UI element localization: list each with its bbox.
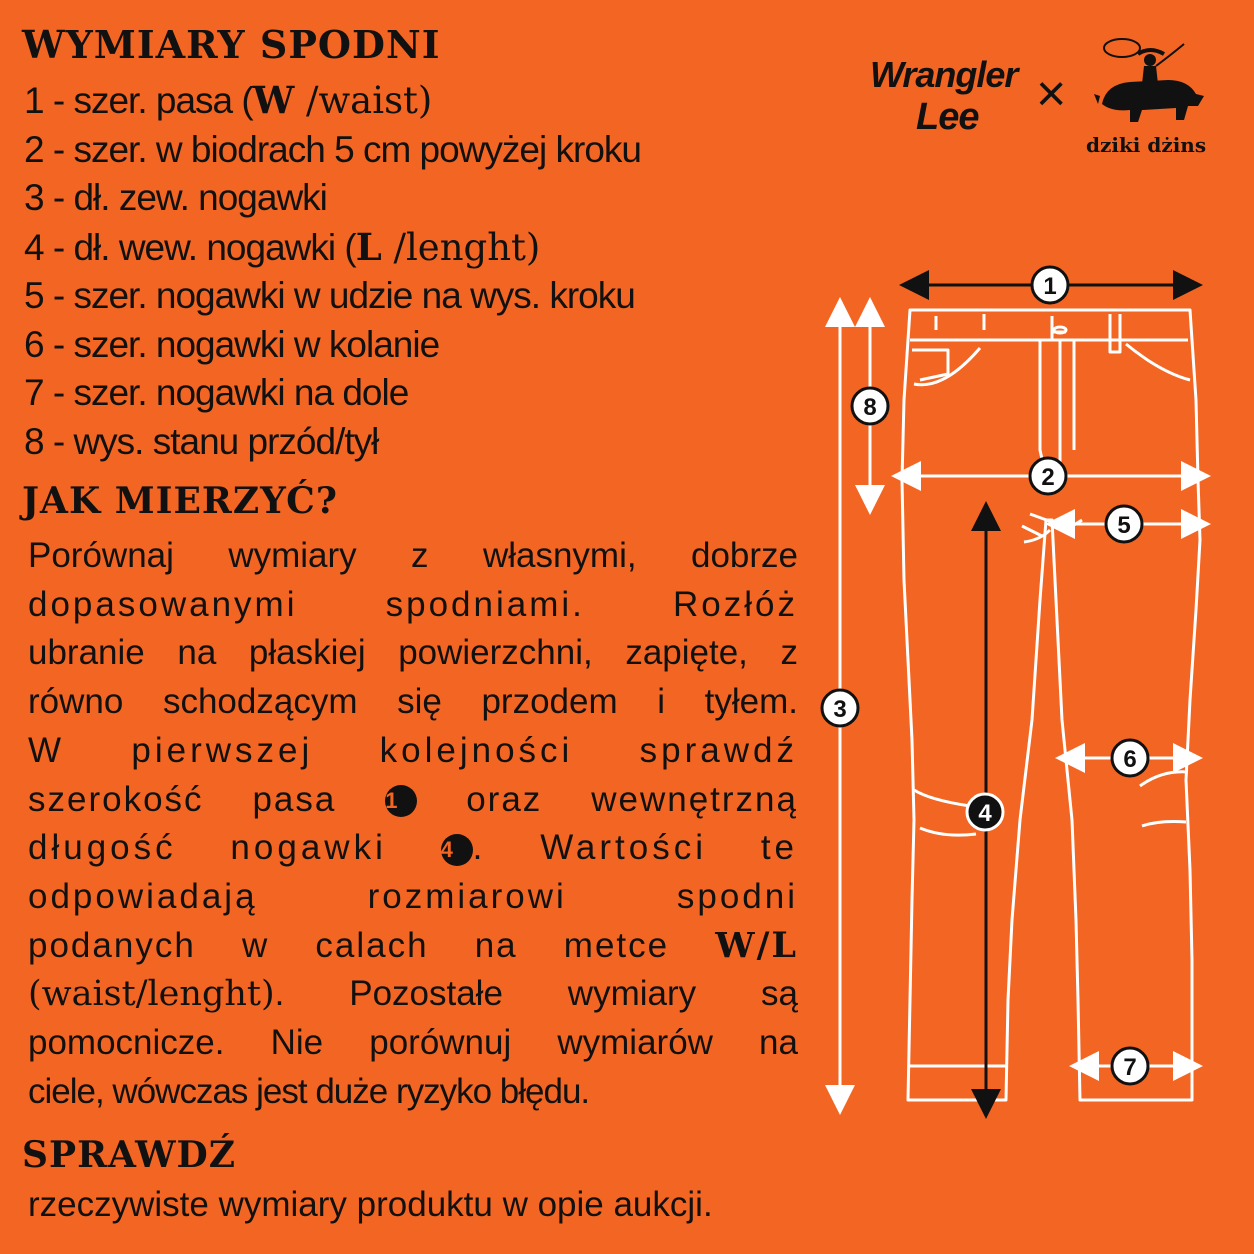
list-item: 6 - szer. nogawki w kolanie xyxy=(24,323,440,365)
list-item: 2 - szer. w biodrach 5 cm powyżej kroku xyxy=(24,128,641,170)
svg-text:1: 1 xyxy=(1043,273,1057,300)
paragraph-line: (waist/lenght). Pozostałe wymiary są xyxy=(28,974,798,1015)
cross-icon: × xyxy=(1036,65,1067,123)
badge-4 xyxy=(967,794,1003,830)
paragraph-line: ciele, wówczas jest duże ryzyko błędu. xyxy=(28,1071,590,1111)
how-to-measure-title: JAK MIERZYĆ? xyxy=(22,480,338,522)
badge-8 xyxy=(852,388,888,424)
badge-2 xyxy=(1030,458,1066,494)
paragraph-line: W pierwszej kolejności sprawdź xyxy=(28,730,798,770)
list-item: 5 - szer. nogawki w udzie na wys. kroku xyxy=(24,275,635,316)
dziki-dzins-logo-text: dziki dżins xyxy=(1086,133,1207,157)
wrangler-logo: Wrangler xyxy=(870,54,1018,95)
paragraph-line: długość nogawki 4 . Wartości te xyxy=(28,828,799,868)
number-1-badge: 1 xyxy=(385,785,417,817)
svg-text:7: 7 xyxy=(1123,1054,1137,1081)
paragraph-line: odpowiadają rozmiarowi spodni xyxy=(28,876,798,916)
svg-text:5: 5 xyxy=(1117,512,1131,539)
paragraph-line: podanych w calach na metce W/L xyxy=(28,924,798,966)
svg-text:2: 2 xyxy=(1041,464,1055,491)
badge-6 xyxy=(1112,740,1148,776)
badge-7 xyxy=(1112,1048,1148,1084)
svg-text:4: 4 xyxy=(978,800,992,827)
list-item: 4 - dł. wew. nogawki (L /lenght) xyxy=(24,224,541,269)
paragraph-line: równo schodzącym się przodem i tyłem. xyxy=(28,682,798,722)
check-text: rzeczywiste wymiary produktu w opie aukcji. xyxy=(28,1185,713,1224)
badge-5 xyxy=(1106,506,1142,542)
list-item: 3 - dł. zew. nogawki xyxy=(24,177,327,218)
paragraph-line: szerokość pasa 1 oraz wewnętrzną xyxy=(28,779,798,819)
list-item: 7 - szer. nogawki na dole xyxy=(24,372,409,413)
lee-logo: Lee xyxy=(916,96,979,138)
list-item: 8 - wys. stanu przód/tył xyxy=(24,420,379,462)
list-item: 1 - szer. pasa (W /waist) xyxy=(24,78,433,122)
svg-text:3: 3 xyxy=(833,696,847,723)
badge-3 xyxy=(822,690,858,726)
page-title: WYMIARY SPODNI xyxy=(22,22,441,67)
paragraph-line: pomocnicze. Nie porównuj wymiarów na xyxy=(28,1023,798,1063)
number-4-badge: 4 xyxy=(441,834,473,866)
svg-text:6: 6 xyxy=(1123,746,1137,773)
paragraph-line: dopasowanymi spodniami. Rozłóż xyxy=(28,584,798,624)
paragraph-line: Porównaj wymiary z własnymi, dobrze xyxy=(28,536,798,575)
badge-1 xyxy=(1032,267,1068,303)
check-title: SPRAWDŹ xyxy=(22,1134,237,1176)
paragraph-line: ubranie na płaskiej powierzchni, zapięte, z xyxy=(28,633,798,673)
pants-outline xyxy=(902,310,1200,1100)
svg-text:8: 8 xyxy=(863,394,877,421)
